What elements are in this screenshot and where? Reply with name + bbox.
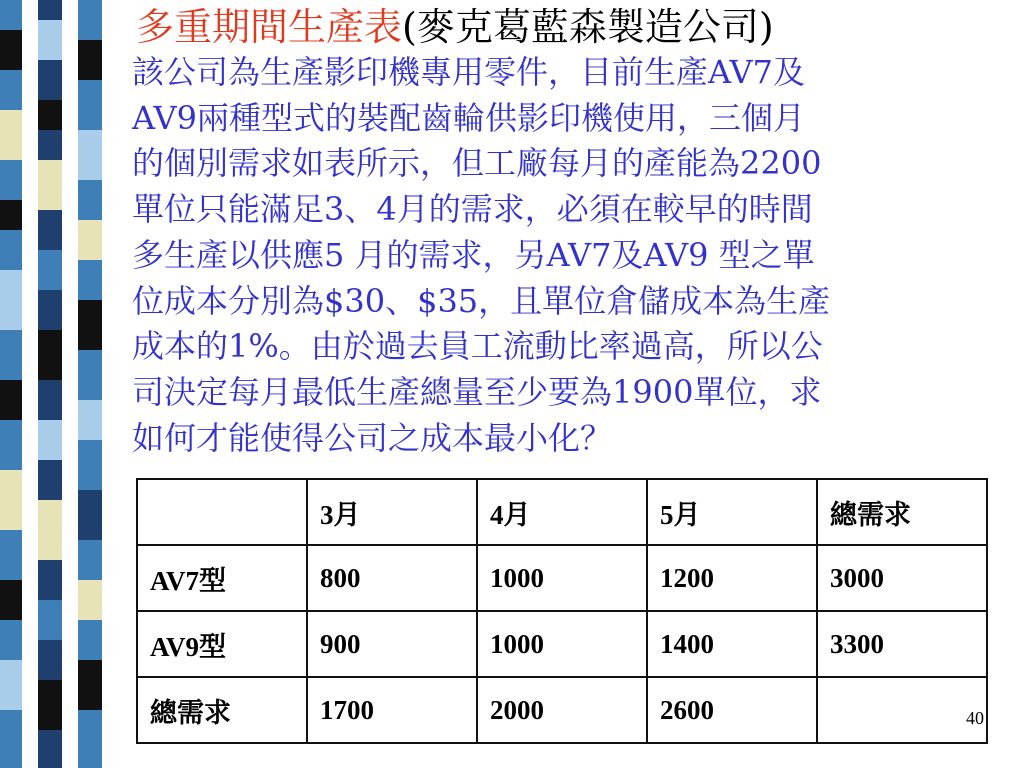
table-cell: 2000 xyxy=(477,677,647,743)
table-row xyxy=(137,545,987,611)
table-row xyxy=(137,611,987,677)
table-cell: 1400 xyxy=(647,611,817,677)
body-line: 的個別需求如表所示，但工廠每月的產能為2200 xyxy=(132,144,822,183)
table-cell: 1700 xyxy=(307,677,477,743)
body-line: 該公司為生產影印機專用零件，目前生產AV7及 xyxy=(132,53,805,91)
table-cell: 2600 xyxy=(647,677,817,743)
body-line: AV9兩種型式的裝配齒輪供影印機使用，三個月 xyxy=(132,98,805,137)
title-company: (麥克葛藍森製造公司) xyxy=(402,5,774,49)
table-cell: 3000 xyxy=(817,545,987,611)
body-line: 單位只能滿足3、4月的需求，必須在較早的時間 xyxy=(132,190,813,229)
body-line: 成本的1%。由於過去員工流動比率過高，所以公 xyxy=(132,327,823,366)
table-header-cell: 5月 xyxy=(647,479,817,545)
table-header-cell xyxy=(137,479,307,545)
body-line: 位成本分別為$30、$35，且單位倉儲成本為生產 xyxy=(132,281,831,320)
demand-table xyxy=(136,478,988,744)
table-header-cell: 4月 xyxy=(477,479,647,545)
slide-title xyxy=(136,4,1016,50)
table-cell: 800 xyxy=(307,545,477,611)
body-line: 司決定每月最低生產總量至少要為1900單位，求 xyxy=(132,372,822,411)
body-line: 如何才能使得公司之成本最小化？ xyxy=(132,418,613,457)
title-main: 多重期間生產表 xyxy=(136,5,403,49)
table-cell: 3300 xyxy=(817,611,987,677)
page-number: 40 xyxy=(966,708,984,728)
table-cell: 900 xyxy=(307,611,477,677)
table-header-row xyxy=(137,479,987,545)
table-cell: AV7型 xyxy=(137,545,307,611)
table-cell xyxy=(817,677,987,743)
table-cell: 1000 xyxy=(477,545,647,611)
table-cell: 1000 xyxy=(477,611,647,677)
table-header-cell: 總需求 xyxy=(817,479,987,545)
table-cell: AV9型 xyxy=(137,611,307,677)
stripe-pattern-graphic xyxy=(0,0,113,768)
body-line: 多生產以供應5 月的需求，另AV7及AV9 型之單 xyxy=(132,235,815,274)
decorative-stripe-bar xyxy=(0,0,113,768)
table-header-cell: 3月 xyxy=(307,479,477,545)
table-row xyxy=(137,677,987,743)
table-cell: 1200 xyxy=(647,545,817,611)
table-cell: 總需求 xyxy=(137,677,307,743)
problem-description xyxy=(132,50,982,461)
